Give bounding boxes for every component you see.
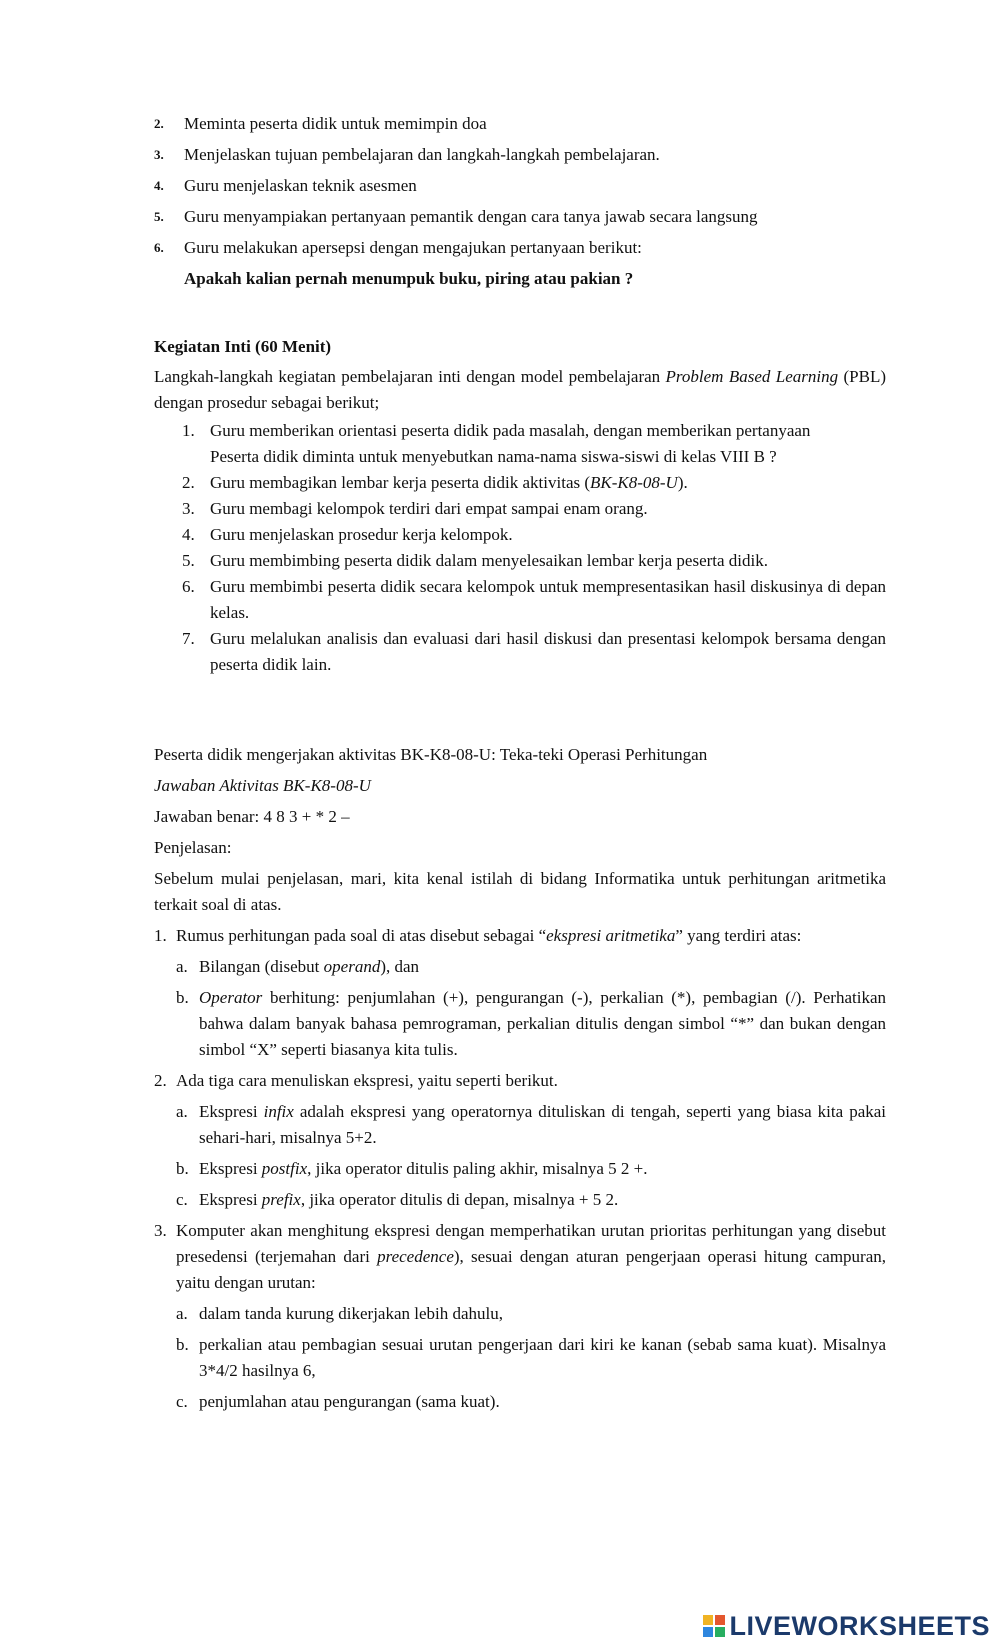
inti-steps xyxy=(154,418,886,678)
list-text: Guru membimbing peserta didik dalam menyelesaikan lembar kerja peserta didik. xyxy=(210,551,768,570)
text-part: Komputer akan menghitung ekspresi dengan memperhatikan urutan prioritas perhitungan yang disebut presedensi (terjemahan dari xyxy=(176,1221,886,1266)
list-text xyxy=(210,470,886,496)
list-text xyxy=(176,1218,886,1296)
list-item xyxy=(154,923,886,949)
kegiatan-inti-section xyxy=(154,334,886,678)
list-letter: b. xyxy=(176,1335,189,1354)
list-text: Guru melakukan apersepsi dengan mengajukan pertanyaan berikut: xyxy=(184,238,642,257)
sub-list-item xyxy=(154,1332,886,1384)
list-letter: c. xyxy=(176,1392,188,1411)
list-item xyxy=(154,173,894,199)
list-item xyxy=(154,1218,886,1296)
text-italic: prefix xyxy=(261,1190,301,1209)
sub-list-item xyxy=(154,1187,886,1213)
list-subtext: Peserta didik diminta untuk menyebutkan nama-nama siswa-siswi di kelas VIII B ? xyxy=(210,447,777,466)
list-item xyxy=(182,522,886,548)
list-text: Guru melalukan analisis dan evaluasi dari hasil diskusi dan presentasi kelompok bersama dengan peserta didik lain. xyxy=(210,629,886,674)
text-part: berhitung: penjumlahan (+), pengurangan (-), perkalian (*), pembagian (/). Perhatikan bahwa dalam banyak bahasa pemrograman, perkalian ditulis dengan simbol “*” dan bukan dengan simbol “X” seperti biasanya kita tulis. xyxy=(199,988,886,1059)
sub-list-item xyxy=(154,1301,886,1327)
text-part: ), dan xyxy=(380,957,420,976)
list-text: Guru menjelaskan teknik asesmen xyxy=(184,176,417,195)
text-italic: Operator xyxy=(199,988,263,1007)
sub-list-item xyxy=(154,1389,886,1415)
text-part: Ekspresi xyxy=(199,1190,262,1209)
text-part: Rumus perhitungan pada soal di atas disebut sebagai “ xyxy=(176,926,547,945)
text-italic: operand xyxy=(323,957,381,976)
logo-mark-icon xyxy=(703,1615,725,1637)
list-number: 6. xyxy=(154,240,164,255)
list-text: Ada tiga cara menuliskan ekspresi, yaitu seperti berikut. xyxy=(176,1071,558,1090)
list-text: Guru membagi kelompok terdiri dari empat sampai enam orang. xyxy=(210,499,648,518)
apersepsi-question: Apakah kalian pernah menumpuk buku, piring atau pakian ? xyxy=(184,269,634,288)
text-italic: postfix xyxy=(261,1159,308,1178)
text-part: adalah ekspresi yang operatornya dituliskan di tengah, seperti yang biasa kita pakai sehari-hari, misalnya 5+2. xyxy=(199,1102,887,1147)
intro-text-end: (PBL) dengan prosedur sebagai berikut; xyxy=(154,367,886,412)
logo-square xyxy=(715,1615,725,1625)
liveworksheets-logo xyxy=(703,1613,990,1639)
text-part: Ekspresi xyxy=(199,1102,264,1121)
opening-list xyxy=(154,111,894,292)
list-text xyxy=(199,985,886,1063)
aktivitas-section xyxy=(154,742,886,1420)
list-text xyxy=(199,954,886,980)
list-item xyxy=(182,496,886,522)
list-item xyxy=(182,418,886,470)
list-item xyxy=(154,235,894,261)
list-number: 4. xyxy=(182,525,195,544)
sub-list-item xyxy=(154,985,886,1063)
intro-italic: Problem Based Learning xyxy=(665,367,839,386)
sub-list-item xyxy=(154,954,886,980)
list-item xyxy=(154,142,894,168)
section-heading: Kegiatan Inti (60 Menit) xyxy=(154,337,332,356)
jawaban-benar: Jawaban benar: 4 8 3 + * 2 – xyxy=(154,807,350,826)
list-number: 3. xyxy=(154,147,164,162)
list-letter: a. xyxy=(176,957,188,976)
text-italic: ekspresi aritmetika xyxy=(546,926,676,945)
text-part: , jika operator ditulis di depan, misalnya + 5 2. xyxy=(300,1190,619,1209)
logo-square xyxy=(703,1627,713,1637)
list-number: 5. xyxy=(182,551,195,570)
list-item xyxy=(182,626,886,678)
sub-list-item xyxy=(154,1099,886,1151)
list-letter: c. xyxy=(176,1190,188,1209)
list-text: Guru memberikan orientasi peserta didik pada masalah, dengan memberikan pertanyaan xyxy=(210,421,811,440)
step2-italic: BK-K8-08-U xyxy=(590,473,678,492)
list-text xyxy=(176,923,886,949)
step2-text-end: ). xyxy=(677,473,688,492)
text-part: ), sesuai dengan aturan pengerjaan operasi hitung campuran, yaitu dengan urutan: xyxy=(176,1247,886,1292)
list-number: 2. xyxy=(154,116,164,131)
list-letter: b. xyxy=(176,1159,189,1178)
logo-square xyxy=(715,1627,725,1637)
penjelasan-label: Penjelasan: xyxy=(154,838,232,857)
list-item xyxy=(182,548,886,574)
list-text: Menjelaskan tujuan pembelajaran dan langkah-langkah pembelajaran. xyxy=(184,145,660,164)
text-part: Ekspresi xyxy=(199,1159,262,1178)
text-part: , jika operator ditulis paling akhir, misalnya 5 2 +. xyxy=(307,1159,648,1178)
list-letter: a. xyxy=(176,1102,188,1121)
jawaban-heading: Jawaban Aktivitas BK-K8-08-U xyxy=(154,776,371,795)
text-part: ” yang terdiri atas: xyxy=(675,926,802,945)
list-item xyxy=(154,111,894,137)
list-text: Guru membimbi peserta didik secara kelompok untuk mempresentasikan hasil diskusinya di depan kelas. xyxy=(210,577,886,622)
list-text: dalam tanda kurung dikerjakan lebih dahulu, xyxy=(199,1304,504,1323)
list-text xyxy=(199,1187,886,1213)
list-number: 2. xyxy=(154,1071,167,1090)
list-number: 3. xyxy=(182,499,195,518)
list-letter: b. xyxy=(176,988,189,1007)
list-text xyxy=(199,1099,886,1151)
sub-list-item xyxy=(154,1156,886,1182)
list-text: Meminta peserta didik untuk memimpin doa xyxy=(184,114,487,133)
list-number: 1. xyxy=(182,421,195,440)
inti-intro xyxy=(154,364,886,416)
step2-text: Guru membagikan lembar kerja peserta didik aktivitas ( xyxy=(210,473,591,492)
list-number: 5. xyxy=(154,209,164,224)
list-text xyxy=(199,1156,886,1182)
logo-square xyxy=(703,1615,713,1625)
list-number: 6. xyxy=(182,577,195,596)
list-number: 7. xyxy=(182,629,195,648)
penjelasan-intro: Sebelum mulai penjelasan, mari, kita kenal istilah di bidang Informatika untuk perhitungan aritmetika terkait soal di atas. xyxy=(154,869,886,914)
list-text: Guru menyampiakan pertanyaan pemantik dengan cara tanya jawab secara langsung xyxy=(184,207,758,226)
list-number: 4. xyxy=(154,178,164,193)
list-number: 3. xyxy=(154,1221,167,1240)
list-number: 1. xyxy=(154,926,167,945)
list-item xyxy=(154,1068,886,1094)
list-item xyxy=(182,574,886,626)
list-letter: a. xyxy=(176,1304,188,1323)
logo-text: LIVEWORKSHEETS xyxy=(729,1611,990,1641)
list-number: 2. xyxy=(182,473,195,492)
list-item xyxy=(182,470,886,496)
list-item xyxy=(154,204,894,230)
list-text: Guru menjelaskan prosedur kerja kelompok. xyxy=(210,525,513,544)
aktivitas-line: Peserta didik mengerjakan aktivitas BK-K8-08-U: Teka-teki Operasi Perhitungan xyxy=(154,745,708,764)
list-text: perkalian atau pembagian sesuai urutan pengerjaan dari kiri ke kanan (sebab sama kuat). Misalnya 3*4/2 hasilnya 6, xyxy=(199,1335,886,1380)
text-italic: precedence xyxy=(377,1247,454,1266)
list-text: penjumlahan atau pengurangan (sama kuat). xyxy=(199,1392,500,1411)
intro-text: Langkah-langkah kegiatan pembelajaran inti dengan model pembelajaran xyxy=(154,367,666,386)
text-italic: infix xyxy=(263,1102,294,1121)
text-part: Bilangan (disebut xyxy=(199,957,324,976)
